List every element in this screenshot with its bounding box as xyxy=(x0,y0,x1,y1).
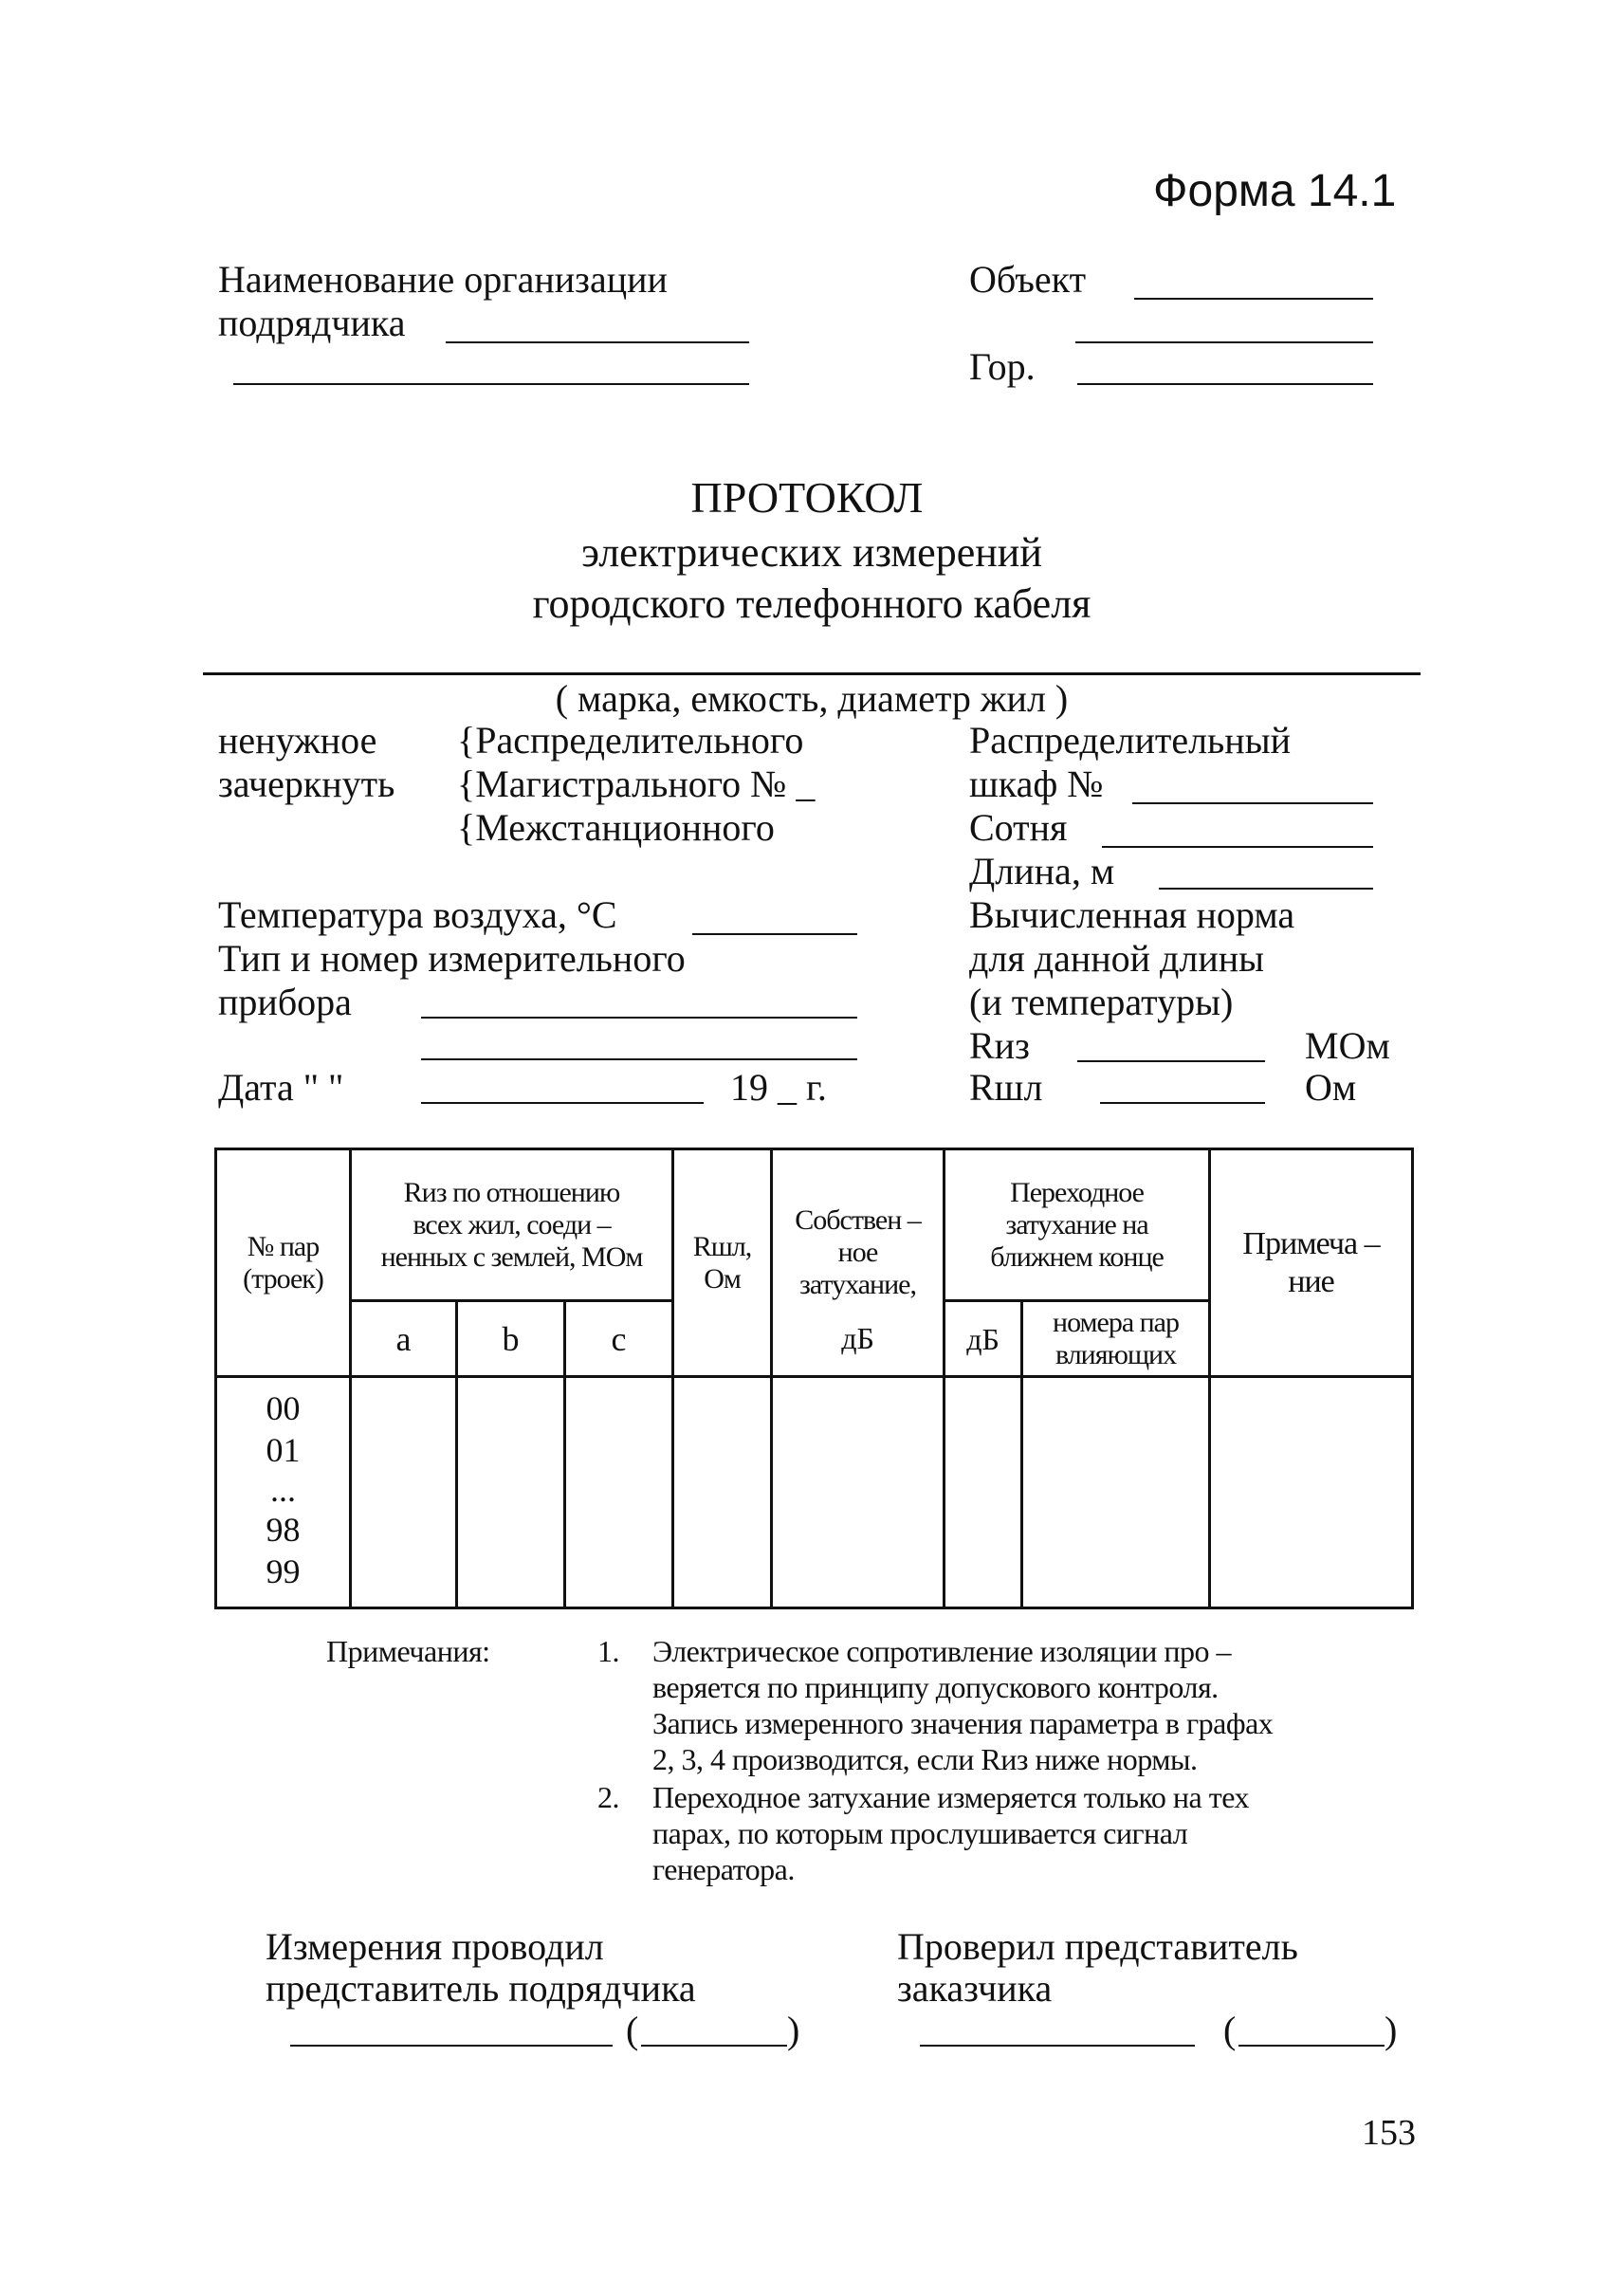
rshl-unit: Ом xyxy=(1305,1066,1357,1109)
city-label: Гор. xyxy=(969,345,1036,388)
sub-col-db: дБ xyxy=(945,1301,1022,1377)
norm-label-1: Вычисленная норма xyxy=(969,893,1295,936)
note-1-line-2: веряется по принципу допускового контроля. xyxy=(652,1670,1219,1704)
temperature-field-line xyxy=(692,933,857,935)
note-2-number: 2. xyxy=(597,1780,619,1814)
norm-label-2: для данной длины xyxy=(969,937,1265,980)
contractor-name-label: Наименование организации xyxy=(218,258,668,301)
note-1-line-4: 2, 3, 4 производится, если Rиз ниже нормы. xyxy=(652,1742,1198,1776)
signature-right-field-line xyxy=(920,2045,1195,2047)
cell-crosstalk-pairs xyxy=(1022,1377,1210,1608)
riz-unit: МОм xyxy=(1305,1024,1390,1067)
cable-type-distribution: {Распределительного xyxy=(457,719,804,762)
signature-left-paren-close: ) xyxy=(787,2009,800,2051)
object-label: Объект xyxy=(969,258,1087,301)
col-rshl-header: Rшл, Ом xyxy=(673,1149,772,1377)
col-note-header: Примеча – ние xyxy=(1210,1149,1413,1377)
cell-crosstalk-db xyxy=(945,1377,1022,1608)
length-field-line xyxy=(1159,888,1373,890)
note-2-line-1: Переходное затухание измеряется только на тех xyxy=(652,1780,1249,1814)
cable-type-interstation: {Межстанционного xyxy=(457,806,775,849)
form-number: Форма 14.1 xyxy=(1153,166,1397,216)
table-row: 00 xyxy=(266,1389,301,1427)
cable-type-trunk: {Магистрального № _ xyxy=(457,762,816,805)
protocol-subtitle-2: городского телефонного кабеля xyxy=(532,580,1091,627)
page-number: 153 xyxy=(1362,2113,1416,2153)
cabinet-label-1: Распределительный xyxy=(969,719,1291,762)
signature-left-name-line xyxy=(641,2045,787,2047)
note-1-line-1: Электрическое сопротивление изоляции про – xyxy=(652,1634,1231,1668)
sub-col-pairs: номера пар влияющих xyxy=(1022,1301,1210,1377)
rshl-label: Rшл xyxy=(969,1066,1043,1109)
cell-riz-c xyxy=(565,1377,673,1608)
cabinet-label-2: шкаф № xyxy=(969,762,1104,805)
cable-field-line xyxy=(203,672,1421,675)
col-riz-header: Rиз по отношению всех жил, соеди – ненных с землей, МОм xyxy=(351,1149,673,1301)
object-field-line-2 xyxy=(1075,341,1373,343)
signature-right-paren-open: ( xyxy=(1223,2009,1237,2051)
signature-right-paren-close: ) xyxy=(1385,2009,1398,2051)
hundred-label: Сотня xyxy=(969,806,1068,849)
table-row: ... xyxy=(270,1471,296,1509)
sub-col-c: с xyxy=(565,1301,673,1377)
date-label: Дата " " xyxy=(218,1066,344,1109)
contractor-label: подрядчика xyxy=(218,302,406,344)
col-crosstalk-header: Переходное затухание на ближнем конце xyxy=(945,1149,1210,1301)
table-row: 99 xyxy=(266,1552,301,1590)
signature-right-name-line xyxy=(1238,2045,1385,2047)
norm-label-3: (и температуры) xyxy=(969,981,1234,1023)
col-own-atten-header: Собствен – ное затухание, xyxy=(772,1149,945,1301)
rshl-field-line xyxy=(1100,1102,1265,1104)
contractor-field-line-2 xyxy=(233,383,749,385)
notes-label: Примечания: xyxy=(326,1634,490,1668)
device-label-1: Тип и номер измерительного xyxy=(218,937,686,980)
strike-hint-1: ненужное xyxy=(218,719,377,762)
length-label: Длина, м xyxy=(969,850,1115,892)
note-1-number: 1. xyxy=(597,1634,619,1668)
note-1-line-3: Запись измеренного значения параметра в графах xyxy=(652,1706,1274,1740)
city-field-line xyxy=(1077,383,1373,385)
pair-numbers-cell xyxy=(216,1377,351,1608)
signature-left-line-2: представитель подрядчика xyxy=(266,1967,696,2010)
note-2-line-3: генератора. xyxy=(652,1852,795,1886)
device-label-2: прибора xyxy=(218,981,352,1023)
hundred-field-line xyxy=(1102,846,1373,848)
contractor-field-line-1 xyxy=(446,341,749,343)
riz-label: Rиз xyxy=(969,1024,1030,1067)
table-row: 98 xyxy=(266,1511,301,1549)
date-year: 19 _ г. xyxy=(730,1066,827,1109)
cell-riz-a xyxy=(351,1377,457,1608)
cell-note xyxy=(1210,1377,1413,1608)
sub-col-b: b xyxy=(457,1301,565,1377)
riz-field-line xyxy=(1077,1060,1265,1062)
measurements-table xyxy=(214,1148,1414,1609)
temperature-label: Температура воздуха, °С xyxy=(218,893,617,936)
protocol-title: ПРОТОКОЛ xyxy=(690,473,924,522)
note-2-line-2: парах, по которым прослушивается сигнал xyxy=(652,1816,1188,1850)
device-field-line-2 xyxy=(421,1058,857,1060)
cell-own-atten xyxy=(772,1377,945,1608)
signature-right-line-1: Проверил представитель xyxy=(897,1925,1298,1968)
date-field-line xyxy=(421,1102,704,1104)
signature-left-line-1: Измерения проводил xyxy=(266,1925,604,1968)
col-pair-header: № пар (троек) xyxy=(216,1149,351,1377)
signature-right-line-2: заказчика xyxy=(897,1967,1053,2010)
cabinet-field-line xyxy=(1132,802,1373,804)
signature-left-field-line xyxy=(290,2045,613,2047)
strike-hint-2: зачеркнуть xyxy=(218,762,395,805)
signature-left-paren-open: ( xyxy=(626,2009,639,2051)
col-own-unit: дБ xyxy=(772,1301,945,1377)
protocol-subtitle-1: электрических измерений xyxy=(581,529,1042,576)
cell-rshl xyxy=(673,1377,772,1608)
sub-col-a: а xyxy=(351,1301,457,1377)
table-row: 01 xyxy=(266,1431,301,1469)
object-field-line-1 xyxy=(1134,298,1373,300)
device-field-line-1 xyxy=(421,1017,857,1019)
cell-riz-b xyxy=(457,1377,565,1608)
cable-caption: ( марка, емкость, диаметр жил ) xyxy=(555,677,1069,720)
